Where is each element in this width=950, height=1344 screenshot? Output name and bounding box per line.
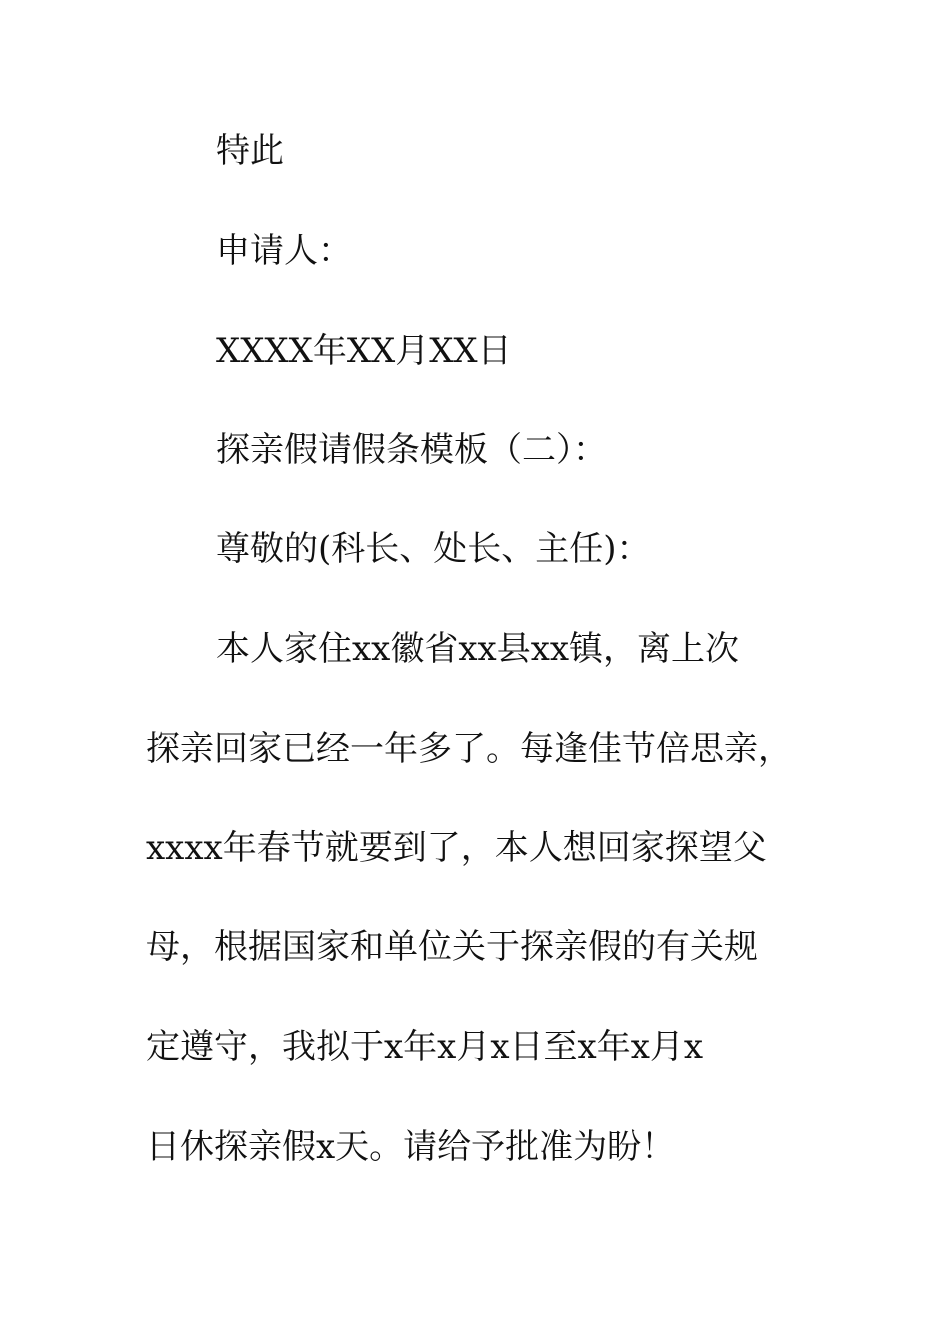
body-line: xxxx年春节就要到了，本人想回家探望父 bbox=[146, 828, 767, 868]
body-line: 定遵守，我拟于x年x月x日至x年x月x bbox=[146, 1027, 704, 1067]
applicant-label: 申请人： bbox=[216, 231, 352, 271]
body-line: 日休探亲假x天。请给予批准为盼！ bbox=[146, 1127, 676, 1167]
body-line: 本人家住xx徽省xx县xx镇，离上次 bbox=[216, 629, 740, 669]
closing-phrase: 特此 bbox=[216, 131, 284, 171]
date-line: XXXX年XX月XX日 bbox=[216, 331, 512, 371]
salutation: 尊敬的(科长、处长、主任)： bbox=[216, 529, 651, 569]
template-heading: 探亲假请假条模板（二）： bbox=[216, 430, 607, 470]
body-line: 母，根据国家和单位关于探亲假的有关规 bbox=[146, 927, 758, 967]
body-line: 探亲回家已经一年多了。每逢佳节倍思亲， bbox=[146, 729, 792, 769]
